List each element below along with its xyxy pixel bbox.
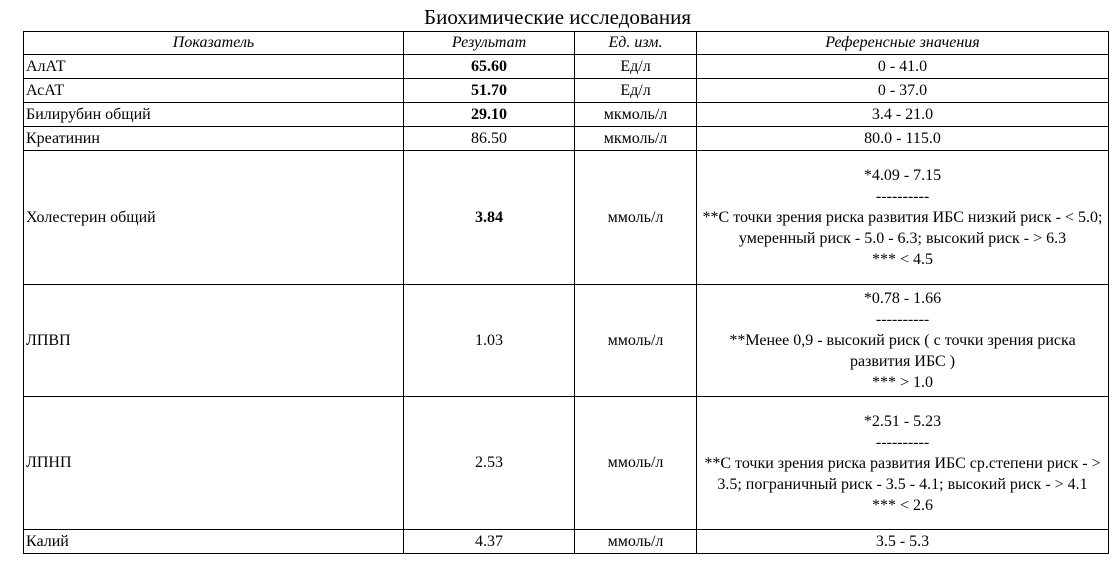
table-row xyxy=(24,151,1109,285)
test-name: Креатинин xyxy=(24,127,404,151)
test-name: ЛПВП xyxy=(24,285,404,397)
table-row xyxy=(24,127,1109,151)
test-unit: мкмоль/л xyxy=(575,103,697,127)
header-unit: Ед. изм. xyxy=(575,32,697,55)
header-result: Результат xyxy=(404,32,575,55)
test-name: АлАТ xyxy=(24,55,404,79)
test-name: Холестерин общий xyxy=(24,151,404,285)
table-row xyxy=(24,530,1109,554)
test-name: АсАТ xyxy=(24,79,404,103)
biochemistry-table xyxy=(23,31,1109,554)
test-unit: Ед/л xyxy=(575,79,697,103)
table-row xyxy=(24,285,1109,397)
test-unit: Ед/л xyxy=(575,55,697,79)
header-name: Показатель xyxy=(24,32,404,55)
test-result: 3.84 xyxy=(404,151,575,285)
test-reference: *2.51 - 5.23 ---------- **С точки зрения риска развития ИБС ср.степени риск - > 3.5; пограничный риск - 3.5 - 4.1; высокий риск - > 4.1 *** < 2.6 xyxy=(697,397,1109,530)
test-result: 29.10 xyxy=(404,103,575,127)
table-row xyxy=(24,397,1109,530)
test-unit: ммоль/л xyxy=(575,285,697,397)
test-reference: 0 - 37.0 xyxy=(697,79,1109,103)
test-reference: 0 - 41.0 xyxy=(697,55,1109,79)
table-row xyxy=(24,103,1109,127)
test-name: Билирубин общий xyxy=(24,103,404,127)
test-unit: ммоль/л xyxy=(575,397,697,530)
table-row xyxy=(24,55,1109,79)
test-unit: мкмоль/л xyxy=(575,127,697,151)
table-row xyxy=(24,79,1109,103)
test-name: Калий xyxy=(24,530,404,554)
test-result: 2.53 xyxy=(404,397,575,530)
test-result: 1.03 xyxy=(404,285,575,397)
test-result: 4.37 xyxy=(404,530,575,554)
test-reference: 3.4 - 21.0 xyxy=(697,103,1109,127)
test-result: 65.60 xyxy=(404,55,575,79)
test-reference: *4.09 - 7.15 ---------- **С точки зрения риска развития ИБС низкий риск - < 5.0; умеренный риск - 5.0 - 6.3; высокий риск - > 6.3 *** < 4.5 xyxy=(697,151,1109,285)
test-reference: 3.5 - 5.3 xyxy=(697,530,1109,554)
test-reference: *0.78 - 1.66 ---------- **Менее 0,9 - высокий риск ( с точки зрения риска развития ИБС ) *** > 1.0 xyxy=(697,285,1109,397)
test-result: 51.70 xyxy=(404,79,575,103)
test-reference: 80.0 - 115.0 xyxy=(697,127,1109,151)
header-ref: Референсные значения xyxy=(697,32,1109,55)
test-result: 86.50 xyxy=(404,127,575,151)
page-title: Биохимические исследования xyxy=(424,5,691,29)
test-unit: ммоль/л xyxy=(575,530,697,554)
table-header-row xyxy=(24,32,1109,55)
test-name: ЛПНП xyxy=(24,397,404,530)
test-unit: ммоль/л xyxy=(575,151,697,285)
